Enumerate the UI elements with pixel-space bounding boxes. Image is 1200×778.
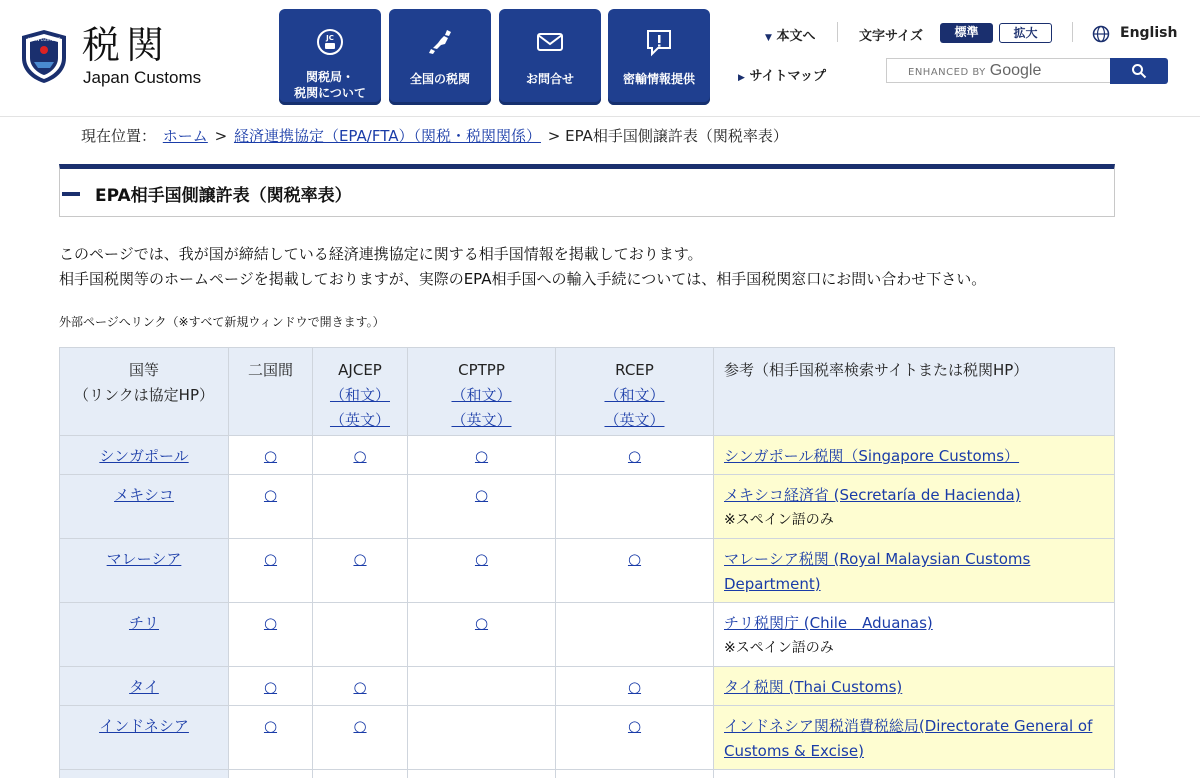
rcep-cell [556, 667, 714, 706]
ajcep-cell [313, 603, 408, 667]
bilateral-cell [229, 770, 313, 778]
cptpp-link[interactable]: ○ [474, 550, 489, 568]
rcep-link[interactable]: ○ [627, 550, 642, 568]
table-row [60, 770, 1115, 778]
japan-map-icon [425, 27, 455, 57]
font-size-standard-button[interactable]: 標準 [940, 23, 993, 43]
ajcep-cell [313, 667, 408, 706]
country-link[interactable]: メキシコ [114, 486, 174, 504]
search-input[interactable] [886, 58, 1110, 83]
reference-note: ※スペイン語のみ [724, 512, 834, 528]
search-icon [1131, 63, 1147, 79]
breadcrumb-separator: > [547, 127, 561, 145]
mail-icon [535, 27, 565, 57]
language-english-link[interactable]: English [1120, 25, 1178, 41]
ajcep-cell [313, 770, 408, 778]
skip-to-content-link[interactable] [765, 25, 815, 44]
rcep-cell [556, 770, 714, 778]
breadcrumb-separator: > [214, 127, 228, 145]
heading-accent-bar [62, 192, 80, 196]
ajcep-english-link[interactable]: （英文） [329, 411, 390, 429]
header-bilateral: 二国間 [229, 348, 313, 436]
rcep-link[interactable]: ○ [627, 717, 642, 735]
nav-offices-button[interactable] [389, 9, 491, 105]
divider [1072, 22, 1073, 42]
svg-text:JC: JC [326, 34, 334, 42]
header-rcep-label: RCEP [615, 361, 654, 379]
reference-link[interactable]: チリ税関庁 (Chile Aduanas) [724, 614, 933, 632]
header-cptpp [408, 348, 556, 436]
reference-cell [714, 436, 1115, 475]
cptpp-cell [408, 539, 556, 603]
breadcrumb-prefix: 現在位置： [81, 127, 157, 145]
country-cell [60, 603, 229, 667]
breadcrumb-epa-link[interactable]: 経済連携協定（EPA/FTA）（関税・税関関係） [233, 127, 541, 145]
ajcep-link[interactable]: ○ [353, 678, 367, 696]
reference-link[interactable]: メキシコ経済省 (Secretaría de Hacienda) [724, 486, 1021, 504]
skip-to-content-label: 本文へ [776, 29, 816, 44]
reference-link[interactable]: マレーシア税関 (Royal Malaysian Customs Department) [724, 550, 1031, 593]
intro-line-1: このページでは、我が国が締結している経済連携協定に関する相手国情報を掲載しております。 [59, 245, 703, 263]
bilateral-link[interactable]: ○ [263, 550, 278, 568]
japan-customs-emblem-icon[interactable] [20, 28, 68, 84]
table-row [60, 436, 1115, 475]
cptpp-cell [408, 667, 556, 706]
bilateral-link[interactable]: ○ [263, 447, 278, 465]
font-size-large-button[interactable]: 拡大 [999, 23, 1052, 43]
rcep-cell [556, 436, 714, 475]
rcep-cell [556, 475, 714, 539]
reference-link[interactable]: タイ税関 (Thai Customs) [724, 678, 903, 696]
country-link[interactable]: シンガポール [99, 447, 189, 465]
caret-right-icon: ▶ [738, 73, 745, 83]
header-country-label: 国等 [128, 361, 159, 379]
header-country [60, 348, 229, 436]
rcep-cell [556, 603, 714, 667]
cptpp-cell [408, 475, 556, 539]
table-row [60, 667, 1115, 706]
nav-smuggling-report-label: 密輸情報提供 [622, 72, 695, 86]
nav-about-label: 関税局・ 税関について [294, 70, 366, 100]
sitemap-link[interactable] [738, 65, 826, 84]
rcep-link[interactable]: ○ [627, 447, 642, 465]
svg-text:JAPAN CUSTOMS: JAPAN CUSTOMS [27, 37, 61, 42]
site-subtitle[interactable]: Japan Customs [83, 68, 202, 87]
country-cell [60, 706, 229, 770]
cptpp-english-link[interactable]: （英文） [451, 411, 512, 429]
rcep-english-link[interactable]: （英文） [604, 411, 665, 429]
country-cell [60, 475, 229, 539]
nav-contact-button[interactable] [499, 9, 601, 105]
google-brand-label: Google [989, 62, 1042, 79]
header-reference: 参考（相手国税率検索サイトまたは税関HP） [714, 348, 1115, 436]
ajcep-cell [313, 706, 408, 770]
table-row [60, 706, 1115, 770]
rcep-japanese-link[interactable]: （和文） [604, 386, 665, 404]
country-link[interactable]: チリ [128, 614, 159, 632]
jc-badge-icon [315, 27, 345, 57]
cptpp-cell [408, 603, 556, 667]
epa-table [59, 347, 1115, 778]
country-link[interactable]: インドネシア [99, 717, 189, 735]
site-header [0, 0, 1200, 117]
country-cell [60, 539, 229, 603]
reference-cell [714, 475, 1115, 539]
cptpp-link[interactable]: ○ [474, 614, 489, 632]
nav-contact-label: お問合せ [525, 72, 574, 86]
ajcep-cell [313, 539, 408, 603]
reference-link[interactable]: シンガポール税関（Singapore Customs） [724, 447, 1020, 465]
page-title: EPA相手国側譲許表（関税率表） [95, 186, 352, 206]
page-heading-box [59, 164, 1115, 217]
bilateral-cell [229, 475, 313, 539]
bilateral-link[interactable]: ○ [263, 614, 278, 632]
nav-offices-label: 全国の税関 [409, 72, 470, 86]
intro-line-2: 相手国税関等のホームページを掲載しておりますが、実際のEPA相手国への輸入手続については、相手国税関窓口にお問い合わせ下さい。 [59, 270, 987, 288]
cptpp-link[interactable]: ○ [474, 447, 489, 465]
reference-cell [714, 603, 1115, 667]
intro-text [59, 242, 986, 292]
reference-cell [714, 539, 1115, 603]
bilateral-cell [229, 436, 313, 475]
ajcep-link[interactable]: ○ [353, 717, 367, 735]
cptpp-link[interactable]: ○ [474, 486, 489, 504]
breadcrumb [81, 125, 788, 146]
bilateral-link[interactable]: ○ [263, 717, 278, 735]
reference-cell [714, 706, 1115, 770]
table-header-row [60, 348, 1115, 436]
ajcep-cell [313, 436, 408, 475]
header-ajcep [313, 348, 408, 436]
table-row [60, 539, 1115, 603]
ajcep-link[interactable]: ○ [353, 550, 367, 568]
divider [837, 22, 838, 42]
bilateral-cell [229, 539, 313, 603]
ajcep-japanese-link[interactable]: （和文） [329, 386, 390, 404]
cptpp-cell [408, 436, 556, 475]
caret-down-icon: ▼ [765, 33, 772, 43]
header-rcep [556, 348, 714, 436]
cptpp-cell [408, 706, 556, 770]
reference-link[interactable]: インドネシア関税消費税総局(Directorate General of Customs & Excise) [724, 717, 1093, 760]
bilateral-cell [229, 603, 313, 667]
country-link[interactable]: マレーシア [106, 550, 182, 568]
country-cell [60, 770, 229, 778]
header-cptpp-label: CPTPP [458, 361, 505, 379]
ajcep-cell [313, 475, 408, 539]
country-cell [60, 436, 229, 475]
breadcrumb-home-link[interactable]: ホーム [162, 127, 208, 145]
reference-cell [714, 770, 1115, 778]
site-title[interactable]: 税関 [82, 23, 171, 67]
bilateral-link[interactable]: ○ [263, 486, 278, 504]
bilateral-cell [229, 667, 313, 706]
ajcep-link[interactable]: ○ [353, 447, 367, 465]
speech-alert-icon [644, 27, 674, 57]
font-size-label: 文字サイズ [859, 29, 923, 44]
globe-icon [1092, 25, 1110, 43]
rcep-cell [556, 706, 714, 770]
external-link-note: 外部ページへリンク（※すべて新規ウィンドウで開きます。） [59, 315, 385, 329]
reference-note: ※スペイン語のみ [724, 640, 834, 656]
header-country-sub: （リンクは協定HP） [73, 386, 215, 404]
table-row [60, 603, 1115, 667]
search-button[interactable] [1110, 58, 1168, 84]
table-row [60, 475, 1115, 539]
nav-about-button[interactable] [279, 9, 381, 105]
country-cell [60, 667, 229, 706]
cptpp-cell [408, 770, 556, 778]
sitemap-label: サイトマップ [749, 69, 827, 84]
header-ajcep-label: AJCEP [338, 361, 382, 379]
search-enhanced-label: ENHANCED BY [908, 67, 986, 78]
cptpp-japanese-link[interactable]: （和文） [451, 386, 512, 404]
rcep-cell [556, 539, 714, 603]
bilateral-link[interactable]: ○ [263, 678, 278, 696]
country-link[interactable]: タイ [129, 678, 159, 696]
bilateral-cell [229, 706, 313, 770]
breadcrumb-current: EPA相手国側譲許表（関税率表） [565, 127, 788, 145]
reference-cell [714, 667, 1115, 706]
rcep-link[interactable]: ○ [627, 678, 642, 696]
nav-smuggling-report-button[interactable] [608, 9, 710, 105]
